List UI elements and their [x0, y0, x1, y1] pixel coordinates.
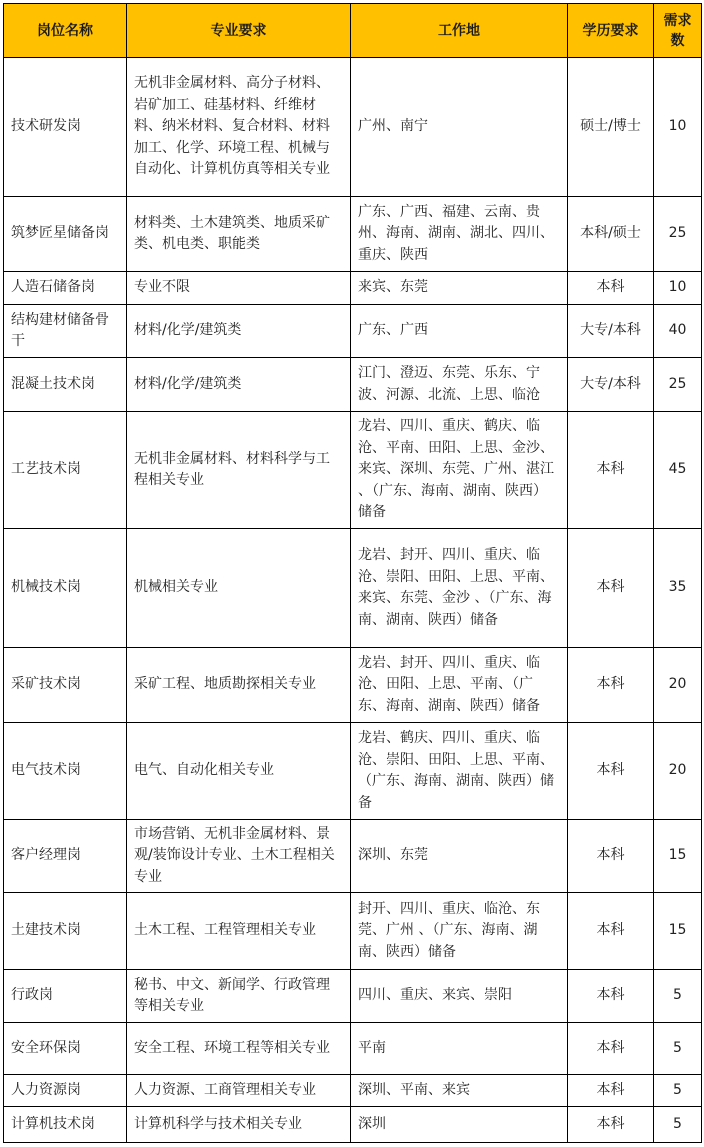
table-row — [4, 723, 702, 820]
education-requirement-cell: 本科 — [568, 893, 654, 970]
education-requirement-cell: 本科 — [568, 970, 654, 1023]
headcount-cell: 10 — [654, 272, 702, 305]
table-row — [4, 58, 702, 197]
position-name-cell: 安全环保岗 — [4, 1023, 127, 1075]
position-name-cell: 客户经理岗 — [4, 820, 127, 893]
header-work-location: 工作地 — [351, 4, 568, 58]
headcount-cell: 5 — [654, 970, 702, 1023]
table-row — [4, 1023, 702, 1075]
major-requirement-cell: 材料/化学/建筑类 — [127, 305, 351, 358]
major-requirement-cell: 材料类、土木建筑类、地质采矿类、机电类、职能类 — [127, 197, 351, 272]
table-row — [4, 970, 702, 1023]
education-requirement-cell: 本科 — [568, 1107, 654, 1143]
headcount-cell: 20 — [654, 723, 702, 820]
headcount-cell: 5 — [654, 1023, 702, 1075]
table-row — [4, 1107, 702, 1143]
headcount-cell: 5 — [654, 1107, 702, 1143]
table-header-row — [4, 4, 702, 58]
education-requirement-cell: 大专/本科 — [568, 305, 654, 358]
education-requirement-cell: 本科 — [568, 412, 654, 529]
headcount-cell: 10 — [654, 58, 702, 197]
work-location-cell: 广东、广西、福建、云南、贵州、海南、湖南、湖北、四川、重庆、陕西 — [351, 197, 568, 272]
position-name-cell: 采矿技术岗 — [4, 648, 127, 723]
position-name-cell: 计算机技术岗 — [4, 1107, 127, 1143]
headcount-cell: 25 — [654, 197, 702, 272]
headcount-cell: 20 — [654, 648, 702, 723]
major-requirement-cell: 土木工程、工程管理相关专业 — [127, 893, 351, 970]
header-headcount: 需求数 — [654, 4, 702, 58]
position-name-cell: 工艺技术岗 — [4, 412, 127, 529]
position-name-cell: 行政岗 — [4, 970, 127, 1023]
header-position-name: 岗位名称 — [4, 4, 127, 58]
table-row — [4, 820, 702, 893]
work-location-cell: 平南 — [351, 1023, 568, 1075]
headcount-cell: 25 — [654, 358, 702, 412]
header-major-requirement: 专业要求 — [127, 4, 351, 58]
education-requirement-cell: 本科/硕士 — [568, 197, 654, 272]
position-name-cell: 机械技术岗 — [4, 529, 127, 648]
position-name-cell: 土建技术岗 — [4, 893, 127, 970]
major-requirement-cell: 无机非金属材料、高分子材料、岩矿加工、硅基材料、纤维材料、纳米材料、复合材料、材料加工、化学、环境工程、机械与自动化、计算机仿真等相关专业 — [127, 58, 351, 197]
work-location-cell: 龙岩、四川、重庆、鹤庆、临沧、平南、田阳、上思、金沙、来宾、深圳、东莞、广州、湛江 、（广东、海南、湖南、陕西）储备 — [351, 412, 568, 529]
work-location-cell: 深圳、东莞 — [351, 820, 568, 893]
work-location-cell: 龙岩、鹤庆、四川、重庆、临沧、崇阳、田阳、上思、平南、（广东、海南、湖南、陕西）储备 — [351, 723, 568, 820]
table-body — [4, 58, 702, 1143]
headcount-cell: 15 — [654, 893, 702, 970]
work-location-cell: 广州、南宁 — [351, 58, 568, 197]
major-requirement-cell: 机械相关专业 — [127, 529, 351, 648]
headcount-cell: 35 — [654, 529, 702, 648]
education-requirement-cell: 本科 — [568, 1075, 654, 1107]
position-name-cell: 人力资源岗 — [4, 1075, 127, 1107]
table-row — [4, 272, 702, 305]
headcount-cell: 45 — [654, 412, 702, 529]
education-requirement-cell: 本科 — [568, 272, 654, 305]
table-row — [4, 197, 702, 272]
work-location-cell: 龙岩、封开、四川、重庆、临沧、田阳、上思、平南、（广东、海南、湖南、陕西）储备 — [351, 648, 568, 723]
position-name-cell: 混凝土技术岗 — [4, 358, 127, 412]
work-location-cell: 广东、广西 — [351, 305, 568, 358]
headcount-cell: 5 — [654, 1075, 702, 1107]
major-requirement-cell: 专业不限 — [127, 272, 351, 305]
major-requirement-cell: 秘书、中文、新闻学、行政管理等相关专业 — [127, 970, 351, 1023]
table-row — [4, 358, 702, 412]
work-location-cell: 封开、四川、重庆、临沧、东莞、广州 、（广东、海南、湖南、陕西）储备 — [351, 893, 568, 970]
major-requirement-cell: 安全工程、环境工程等相关专业 — [127, 1023, 351, 1075]
table-row — [4, 412, 702, 529]
position-name-cell: 技术研发岗 — [4, 58, 127, 197]
table-row — [4, 529, 702, 648]
education-requirement-cell: 本科 — [568, 648, 654, 723]
job-requirements-table — [3, 3, 702, 1143]
major-requirement-cell: 采矿工程、地质勘探相关专业 — [127, 648, 351, 723]
headcount-cell: 40 — [654, 305, 702, 358]
education-requirement-cell: 本科 — [568, 1023, 654, 1075]
major-requirement-cell: 市场营销、无机非金属材料、景观/装饰设计专业、土木工程相关专业 — [127, 820, 351, 893]
education-requirement-cell: 本科 — [568, 529, 654, 648]
position-name-cell: 结构建材储备骨干 — [4, 305, 127, 358]
major-requirement-cell: 人力资源、工商管理相关专业 — [127, 1075, 351, 1107]
headcount-cell: 15 — [654, 820, 702, 893]
work-location-cell: 来宾、东莞 — [351, 272, 568, 305]
major-requirement-cell: 计算机科学与技术相关专业 — [127, 1107, 351, 1143]
position-name-cell: 电气技术岗 — [4, 723, 127, 820]
education-requirement-cell: 本科 — [568, 723, 654, 820]
table-row — [4, 305, 702, 358]
major-requirement-cell: 电气、自动化相关专业 — [127, 723, 351, 820]
work-location-cell: 深圳、平南、来宾 — [351, 1075, 568, 1107]
work-location-cell: 龙岩、封开、四川、重庆、临沧、崇阳、田阳、上思、平南、来宾、东莞、金沙 、（广东、海南、湖南、陕西）储备 — [351, 529, 568, 648]
table-row — [4, 1075, 702, 1107]
work-location-cell: 深圳 — [351, 1107, 568, 1143]
education-requirement-cell: 硕士/博士 — [568, 58, 654, 197]
education-requirement-cell: 本科 — [568, 820, 654, 893]
table-row — [4, 893, 702, 970]
position-name-cell: 人造石储备岗 — [4, 272, 127, 305]
work-location-cell: 四川、重庆、来宾、崇阳 — [351, 970, 568, 1023]
position-name-cell: 筑梦匠星储备岗 — [4, 197, 127, 272]
table-row — [4, 648, 702, 723]
header-education-requirement: 学历要求 — [568, 4, 654, 58]
work-location-cell: 江门、澄迈、东莞、乐东、宁波、河源、北流、上思、临沧 — [351, 358, 568, 412]
major-requirement-cell: 材料/化学/建筑类 — [127, 358, 351, 412]
education-requirement-cell: 大专/本科 — [568, 358, 654, 412]
major-requirement-cell: 无机非金属材料、材料科学与工程相关专业 — [127, 412, 351, 529]
